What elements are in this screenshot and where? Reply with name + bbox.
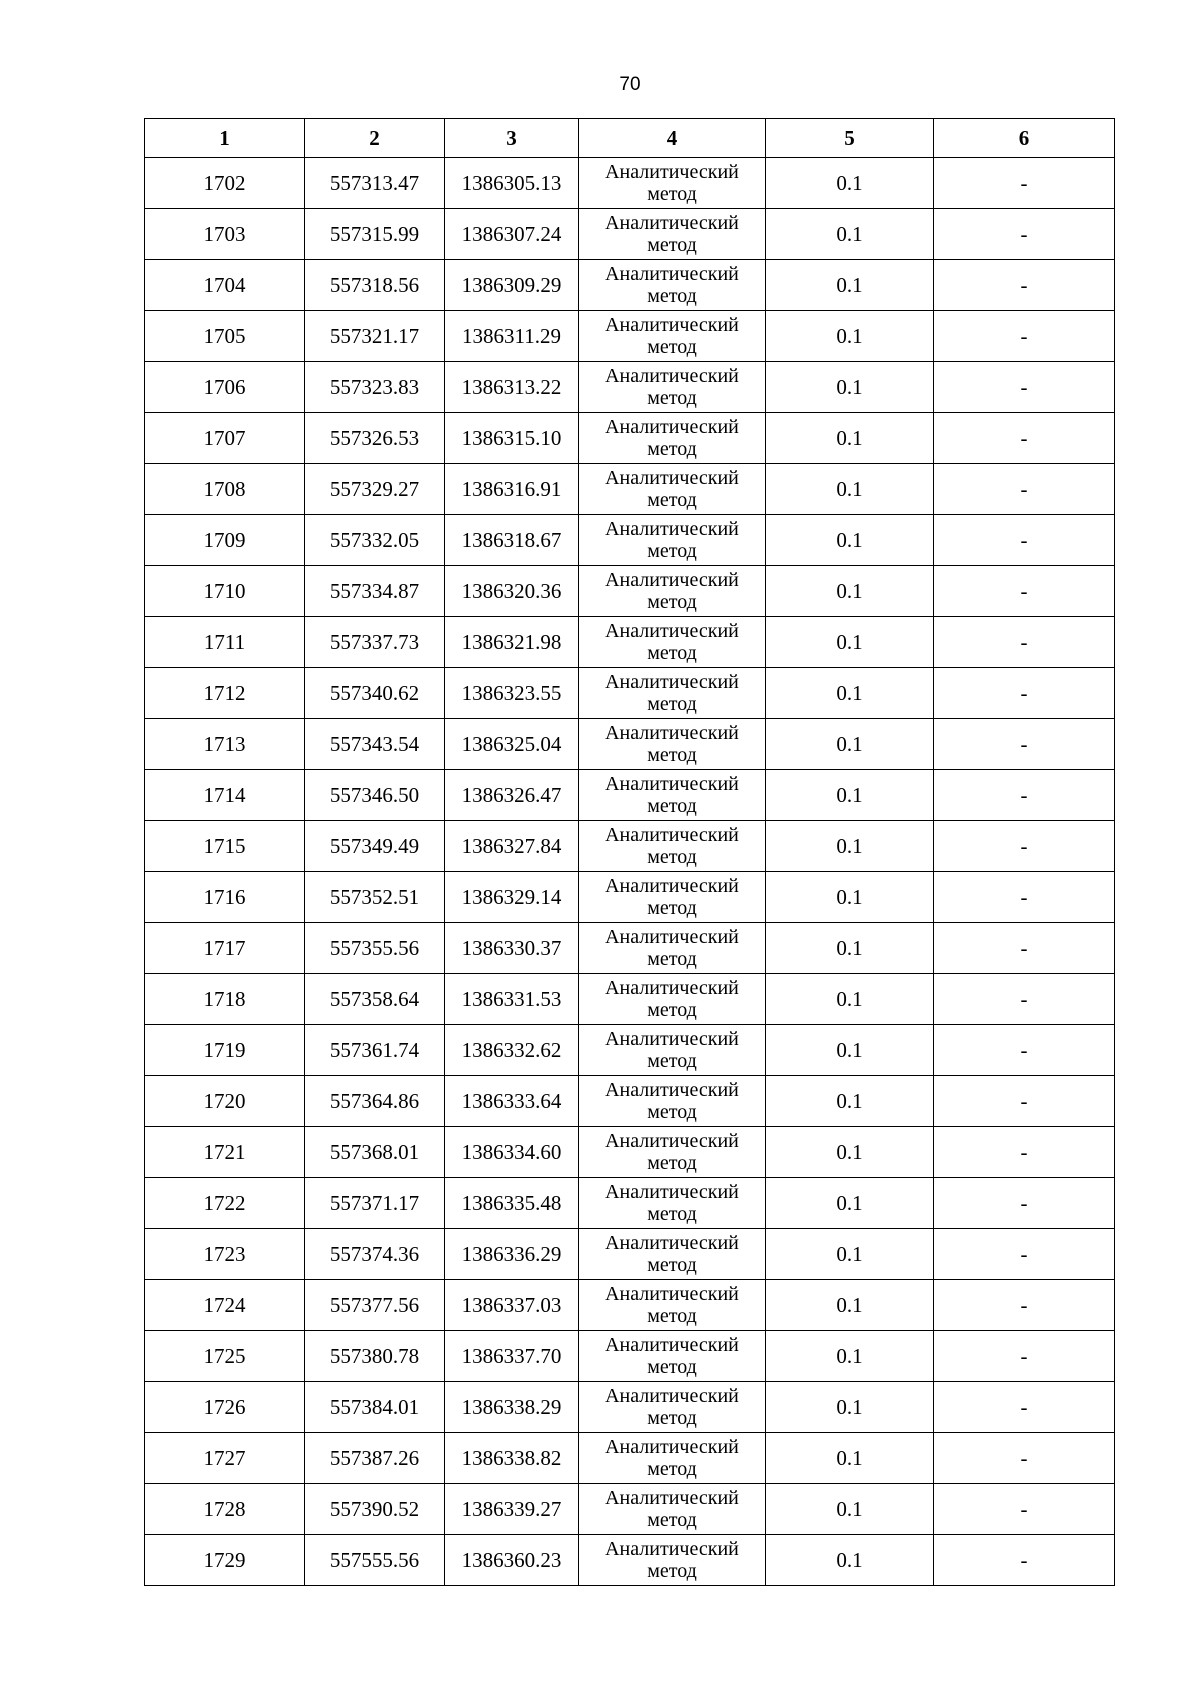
note-cell: -	[934, 1484, 1115, 1535]
note-cell: -	[934, 770, 1115, 821]
method-line: метод	[647, 1560, 697, 1582]
method-line: метод	[647, 387, 697, 409]
method-cell	[579, 1433, 766, 1484]
y-coordinate-cell: 1386337.03	[445, 1280, 579, 1331]
accuracy-cell: 0.1	[766, 1331, 934, 1382]
method-line: Аналитический	[605, 1283, 739, 1305]
accuracy-cell: 0.1	[766, 668, 934, 719]
y-coordinate-cell: 1386321.98	[445, 617, 579, 668]
method-line: Аналитический	[605, 1487, 739, 1509]
method-line: Аналитический	[605, 1385, 739, 1407]
x-coordinate-cell: 557368.01	[305, 1127, 445, 1178]
y-coordinate-cell: 1386316.91	[445, 464, 579, 515]
method-line: метод	[647, 438, 697, 460]
x-coordinate-cell: 557340.62	[305, 668, 445, 719]
method-line: Аналитический	[605, 1232, 739, 1254]
y-coordinate-cell: 1386336.29	[445, 1229, 579, 1280]
x-coordinate-cell: 557355.56	[305, 923, 445, 974]
method-line: Аналитический	[605, 518, 739, 540]
method-line: Аналитический	[605, 671, 739, 693]
method-line: Аналитический	[605, 773, 739, 795]
point-number-cell: 1722	[145, 1178, 305, 1229]
method-cell	[579, 464, 766, 515]
method-line: Аналитический	[605, 1436, 739, 1458]
point-number-cell: 1720	[145, 1076, 305, 1127]
x-coordinate-cell: 557321.17	[305, 311, 445, 362]
point-number-cell: 1729	[145, 1535, 305, 1586]
method-line: метод	[647, 1407, 697, 1429]
method-line: Аналитический	[605, 620, 739, 642]
accuracy-cell: 0.1	[766, 1229, 934, 1280]
table-row	[145, 1433, 1115, 1484]
x-coordinate-cell: 557346.50	[305, 770, 445, 821]
coordinates-table	[144, 118, 1115, 1586]
method-line: Аналитический	[605, 1028, 739, 1050]
accuracy-cell: 0.1	[766, 1025, 934, 1076]
note-cell: -	[934, 1229, 1115, 1280]
method-line: метод	[647, 948, 697, 970]
column-header-3: 3	[445, 119, 579, 158]
method-line: метод	[647, 540, 697, 562]
y-coordinate-cell: 1386313.22	[445, 362, 579, 413]
method-cell	[579, 617, 766, 668]
y-coordinate-cell: 1386309.29	[445, 260, 579, 311]
y-coordinate-cell: 1386305.13	[445, 158, 579, 209]
x-coordinate-cell: 557343.54	[305, 719, 445, 770]
table-row	[145, 770, 1115, 821]
y-coordinate-cell: 1386329.14	[445, 872, 579, 923]
note-cell: -	[934, 1280, 1115, 1331]
method-line: Аналитический	[605, 1334, 739, 1356]
point-number-cell: 1718	[145, 974, 305, 1025]
x-coordinate-cell: 557315.99	[305, 209, 445, 260]
method-line: метод	[647, 999, 697, 1021]
y-coordinate-cell: 1386334.60	[445, 1127, 579, 1178]
method-cell	[579, 1280, 766, 1331]
point-number-cell: 1724	[145, 1280, 305, 1331]
note-cell: -	[934, 872, 1115, 923]
point-number-cell: 1714	[145, 770, 305, 821]
x-coordinate-cell: 557318.56	[305, 260, 445, 311]
table-body	[145, 158, 1115, 1586]
note-cell: -	[934, 566, 1115, 617]
y-coordinate-cell: 1386338.29	[445, 1382, 579, 1433]
x-coordinate-cell: 557374.36	[305, 1229, 445, 1280]
note-cell: -	[934, 974, 1115, 1025]
table-row	[145, 1484, 1115, 1535]
method-line: метод	[647, 795, 697, 817]
accuracy-cell: 0.1	[766, 719, 934, 770]
accuracy-cell: 0.1	[766, 260, 934, 311]
x-coordinate-cell: 557555.56	[305, 1535, 445, 1586]
table-row	[145, 1382, 1115, 1433]
y-coordinate-cell: 1386337.70	[445, 1331, 579, 1382]
method-cell	[579, 311, 766, 362]
column-header-6: 6	[934, 119, 1115, 158]
table-row	[145, 1178, 1115, 1229]
table-row	[145, 311, 1115, 362]
method-cell	[579, 1229, 766, 1280]
method-cell	[579, 566, 766, 617]
method-line: метод	[647, 1254, 697, 1276]
table-row	[145, 1535, 1115, 1586]
method-line: метод	[647, 1509, 697, 1531]
method-cell	[579, 1535, 766, 1586]
method-cell	[579, 872, 766, 923]
accuracy-cell: 0.1	[766, 464, 934, 515]
table-row	[145, 566, 1115, 617]
method-cell	[579, 362, 766, 413]
method-line: Аналитический	[605, 977, 739, 999]
table-row	[145, 413, 1115, 464]
note-cell: -	[934, 617, 1115, 668]
note-cell: -	[934, 668, 1115, 719]
method-line: метод	[647, 1050, 697, 1072]
note-cell: -	[934, 209, 1115, 260]
point-number-cell: 1721	[145, 1127, 305, 1178]
point-number-cell: 1727	[145, 1433, 305, 1484]
point-number-cell: 1719	[145, 1025, 305, 1076]
method-line: Аналитический	[605, 1538, 739, 1560]
note-cell: -	[934, 1382, 1115, 1433]
table-row	[145, 923, 1115, 974]
method-line: Аналитический	[605, 875, 739, 897]
x-coordinate-cell: 557329.27	[305, 464, 445, 515]
accuracy-cell: 0.1	[766, 1127, 934, 1178]
point-number-cell: 1705	[145, 311, 305, 362]
note-cell: -	[934, 1535, 1115, 1586]
accuracy-cell: 0.1	[766, 209, 934, 260]
method-cell	[579, 719, 766, 770]
point-number-cell: 1716	[145, 872, 305, 923]
method-line: метод	[647, 234, 697, 256]
column-header-2: 2	[305, 119, 445, 158]
method-cell	[579, 1127, 766, 1178]
method-line: метод	[647, 1101, 697, 1123]
method-cell	[579, 413, 766, 464]
y-coordinate-cell: 1386325.04	[445, 719, 579, 770]
page-number: 70	[619, 74, 641, 95]
method-line: метод	[647, 1305, 697, 1327]
note-cell: -	[934, 1433, 1115, 1484]
x-coordinate-cell: 557334.87	[305, 566, 445, 617]
table-row	[145, 617, 1115, 668]
x-coordinate-cell: 557326.53	[305, 413, 445, 464]
table-row	[145, 209, 1115, 260]
point-number-cell: 1706	[145, 362, 305, 413]
y-coordinate-cell: 1386339.27	[445, 1484, 579, 1535]
y-coordinate-cell: 1386315.10	[445, 413, 579, 464]
table-row	[145, 515, 1115, 566]
method-cell	[579, 260, 766, 311]
y-coordinate-cell: 1386326.47	[445, 770, 579, 821]
accuracy-cell: 0.1	[766, 1535, 934, 1586]
table-row	[145, 1229, 1115, 1280]
y-coordinate-cell: 1386333.64	[445, 1076, 579, 1127]
accuracy-cell: 0.1	[766, 821, 934, 872]
x-coordinate-cell: 557380.78	[305, 1331, 445, 1382]
x-coordinate-cell: 557390.52	[305, 1484, 445, 1535]
point-number-cell: 1709	[145, 515, 305, 566]
point-number-cell: 1713	[145, 719, 305, 770]
method-line: Аналитический	[605, 1079, 739, 1101]
accuracy-cell: 0.1	[766, 158, 934, 209]
method-line: метод	[647, 489, 697, 511]
method-cell	[579, 770, 766, 821]
method-cell	[579, 821, 766, 872]
note-cell: -	[934, 362, 1115, 413]
y-coordinate-cell: 1386338.82	[445, 1433, 579, 1484]
x-coordinate-cell: 557352.51	[305, 872, 445, 923]
note-cell: -	[934, 821, 1115, 872]
method-cell	[579, 1076, 766, 1127]
y-coordinate-cell: 1386332.62	[445, 1025, 579, 1076]
point-number-cell: 1725	[145, 1331, 305, 1382]
point-number-cell: 1715	[145, 821, 305, 872]
column-header-1: 1	[145, 119, 305, 158]
y-coordinate-cell: 1386360.23	[445, 1535, 579, 1586]
accuracy-cell: 0.1	[766, 362, 934, 413]
note-cell: -	[934, 158, 1115, 209]
method-line: Аналитический	[605, 365, 739, 387]
method-cell	[579, 1382, 766, 1433]
y-coordinate-cell: 1386335.48	[445, 1178, 579, 1229]
accuracy-cell: 0.1	[766, 1280, 934, 1331]
point-number-cell: 1726	[145, 1382, 305, 1433]
accuracy-cell: 0.1	[766, 617, 934, 668]
table-row	[145, 872, 1115, 923]
accuracy-cell: 0.1	[766, 566, 934, 617]
method-line: Аналитический	[605, 722, 739, 744]
table-row	[145, 1076, 1115, 1127]
note-cell: -	[934, 1127, 1115, 1178]
method-cell	[579, 1484, 766, 1535]
accuracy-cell: 0.1	[766, 413, 934, 464]
table-row	[145, 158, 1115, 209]
accuracy-cell: 0.1	[766, 311, 934, 362]
method-line: Аналитический	[605, 1181, 739, 1203]
y-coordinate-cell: 1386323.55	[445, 668, 579, 719]
note-cell: -	[934, 1076, 1115, 1127]
method-line: Аналитический	[605, 416, 739, 438]
method-line: метод	[647, 1203, 697, 1225]
point-number-cell: 1704	[145, 260, 305, 311]
x-coordinate-cell: 557371.17	[305, 1178, 445, 1229]
method-cell	[579, 209, 766, 260]
method-line: метод	[647, 744, 697, 766]
table-row	[145, 668, 1115, 719]
point-number-cell: 1707	[145, 413, 305, 464]
table-row	[145, 1025, 1115, 1076]
note-cell: -	[934, 1331, 1115, 1382]
point-number-cell: 1710	[145, 566, 305, 617]
table-row	[145, 260, 1115, 311]
y-coordinate-cell: 1386327.84	[445, 821, 579, 872]
method-line: Аналитический	[605, 467, 739, 489]
table-row	[145, 1280, 1115, 1331]
note-cell: -	[934, 1025, 1115, 1076]
method-line: метод	[647, 693, 697, 715]
column-header-4: 4	[579, 119, 766, 158]
table-row	[145, 821, 1115, 872]
y-coordinate-cell: 1386307.24	[445, 209, 579, 260]
point-number-cell: 1723	[145, 1229, 305, 1280]
accuracy-cell: 0.1	[766, 1484, 934, 1535]
note-cell: -	[934, 260, 1115, 311]
point-number-cell: 1717	[145, 923, 305, 974]
x-coordinate-cell: 557337.73	[305, 617, 445, 668]
method-line: метод	[647, 1356, 697, 1378]
accuracy-cell: 0.1	[766, 515, 934, 566]
method-cell	[579, 974, 766, 1025]
note-cell: -	[934, 923, 1115, 974]
x-coordinate-cell: 557384.01	[305, 1382, 445, 1433]
method-cell	[579, 1331, 766, 1382]
accuracy-cell: 0.1	[766, 1382, 934, 1433]
method-line: метод	[647, 1152, 697, 1174]
note-cell: -	[934, 464, 1115, 515]
note-cell: -	[934, 1178, 1115, 1229]
table-row	[145, 464, 1115, 515]
note-cell: -	[934, 311, 1115, 362]
point-number-cell: 1702	[145, 158, 305, 209]
y-coordinate-cell: 1386320.36	[445, 566, 579, 617]
method-line: метод	[647, 591, 697, 613]
y-coordinate-cell: 1386330.37	[445, 923, 579, 974]
method-cell	[579, 515, 766, 566]
method-line: Аналитический	[605, 824, 739, 846]
point-number-cell: 1712	[145, 668, 305, 719]
method-line: метод	[647, 336, 697, 358]
table-row	[145, 362, 1115, 413]
y-coordinate-cell: 1386311.29	[445, 311, 579, 362]
y-coordinate-cell: 1386318.67	[445, 515, 579, 566]
column-header-5: 5	[766, 119, 934, 158]
accuracy-cell: 0.1	[766, 923, 934, 974]
method-line: метод	[647, 897, 697, 919]
note-cell: -	[934, 515, 1115, 566]
x-coordinate-cell: 557332.05	[305, 515, 445, 566]
y-coordinate-cell: 1386331.53	[445, 974, 579, 1025]
method-line: Аналитический	[605, 926, 739, 948]
x-coordinate-cell: 557387.26	[305, 1433, 445, 1484]
method-line: метод	[647, 183, 697, 205]
method-cell	[579, 668, 766, 719]
accuracy-cell: 0.1	[766, 1178, 934, 1229]
method-line: Аналитический	[605, 263, 739, 285]
x-coordinate-cell: 557377.56	[305, 1280, 445, 1331]
x-coordinate-cell: 557364.86	[305, 1076, 445, 1127]
point-number-cell: 1728	[145, 1484, 305, 1535]
method-cell	[579, 158, 766, 209]
note-cell: -	[934, 719, 1115, 770]
accuracy-cell: 0.1	[766, 770, 934, 821]
table-row	[145, 1331, 1115, 1382]
method-line: Аналитический	[605, 212, 739, 234]
point-number-cell: 1708	[145, 464, 305, 515]
accuracy-cell: 0.1	[766, 872, 934, 923]
method-line: Аналитический	[605, 1130, 739, 1152]
method-cell	[579, 1025, 766, 1076]
point-number-cell: 1711	[145, 617, 305, 668]
method-line: метод	[647, 285, 697, 307]
table-header-row	[145, 119, 1115, 158]
note-cell: -	[934, 413, 1115, 464]
method-line: Аналитический	[605, 569, 739, 591]
x-coordinate-cell: 557361.74	[305, 1025, 445, 1076]
accuracy-cell: 0.1	[766, 1433, 934, 1484]
method-line: метод	[647, 1458, 697, 1480]
accuracy-cell: 0.1	[766, 974, 934, 1025]
method-line: Аналитический	[605, 314, 739, 336]
method-line: Аналитический	[605, 161, 739, 183]
x-coordinate-cell: 557349.49	[305, 821, 445, 872]
table-row	[145, 719, 1115, 770]
table-row	[145, 974, 1115, 1025]
x-coordinate-cell: 557323.83	[305, 362, 445, 413]
method-line: метод	[647, 846, 697, 868]
method-line: метод	[647, 642, 697, 664]
x-coordinate-cell: 557358.64	[305, 974, 445, 1025]
method-cell	[579, 1178, 766, 1229]
method-cell	[579, 923, 766, 974]
x-coordinate-cell: 557313.47	[305, 158, 445, 209]
table-row	[145, 1127, 1115, 1178]
point-number-cell: 1703	[145, 209, 305, 260]
accuracy-cell: 0.1	[766, 1076, 934, 1127]
